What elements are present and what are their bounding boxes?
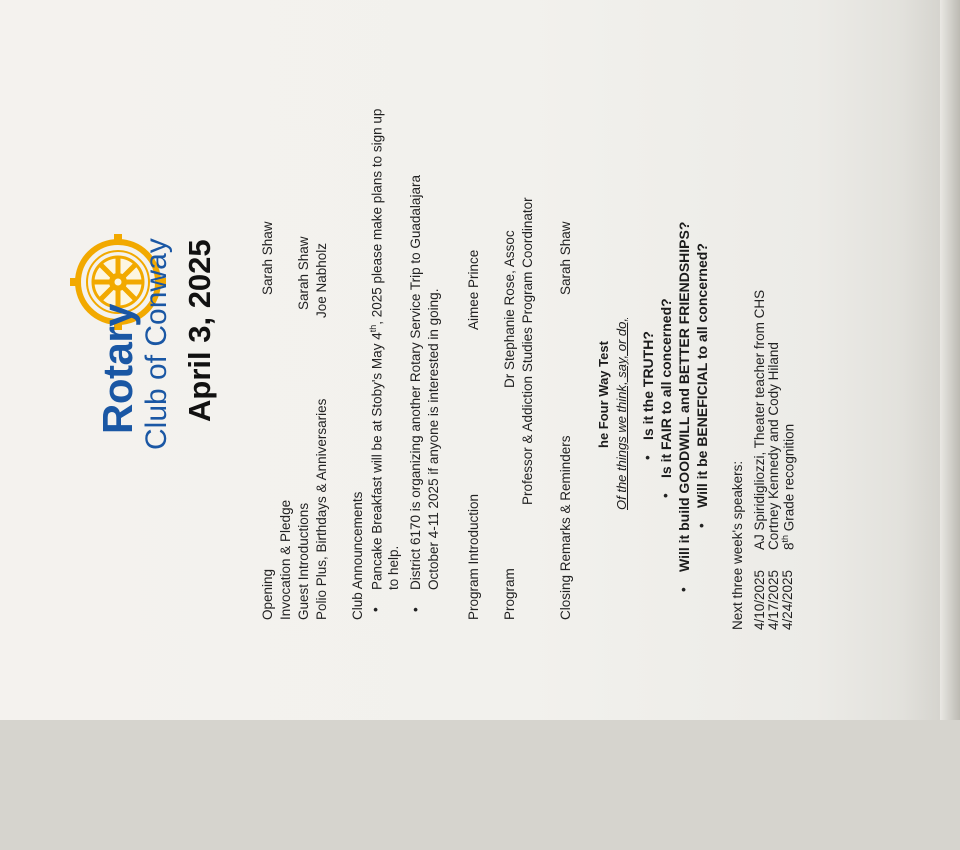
announcements-heading: Club Announcements: [350, 491, 365, 620]
agenda-person: Joe Nabholz: [314, 242, 329, 318]
bullet-icon: •: [408, 607, 423, 612]
agenda-person: Sarah Shaw: [260, 221, 275, 295]
logo-rotary-word: Rotary: [94, 303, 141, 434]
program-intro-label: Program Introduction: [466, 493, 481, 620]
closing-label: Closing Remarks & Reminders: [558, 435, 573, 620]
logo-club-name: Club of Conway: [140, 238, 173, 450]
bullet-icon: •: [676, 587, 691, 592]
meeting-date: April 3, 2025: [182, 239, 217, 422]
speaker-name: AJ Spiridigliozzi, Theater teacher from CHS: [752, 289, 767, 550]
paper-edge: [940, 0, 960, 720]
four-way-question: Will it be BENEFICIAL to all concerned?: [694, 243, 710, 508]
announcement-line: October 4-11 2025 if anyone is interested in going.: [426, 288, 441, 590]
four-way-question: Will it build GOODWILL and BETTER FRIENDSHIPS?: [676, 221, 692, 572]
speaker-date: 4/17/2025: [766, 569, 781, 630]
agenda-person: Sarah Shaw: [296, 236, 311, 310]
announcement-line: District 6170 is organizing another Rotary Service Trip to Guadalajara: [408, 175, 423, 590]
agenda-item: Invocation & Pledge: [278, 499, 293, 620]
four-way-test-subtitle: Of the things we think, say, or do,: [614, 318, 629, 510]
speaker-name: 8th Grade recognition: [780, 423, 797, 550]
bullet-icon: •: [658, 493, 673, 498]
speakers-heading: Next three week's speakers:: [730, 460, 745, 630]
agenda-item: Opening: [260, 568, 275, 620]
program-intro-person: Aimee Prince: [466, 249, 481, 330]
four-way-question: Is it FAIR to all concerned?: [658, 298, 674, 478]
agenda-sheet: [70, 108, 797, 850]
bullet-icon: •: [640, 455, 655, 460]
program-label: Program: [502, 568, 517, 620]
announcement-line: to help.: [386, 545, 401, 590]
four-way-test-title: he Four Way Test: [596, 341, 611, 448]
speaker-date: 4/24/2025: [780, 569, 795, 630]
agenda-item: Polio Plus, Birthdays & Anniversaries: [314, 398, 329, 620]
four-way-question: Is it the TRUTH?: [640, 331, 656, 440]
program-speaker-title: Professor & Addiction Studies Program Coordinator: [520, 197, 535, 505]
closing-person: Sarah Shaw: [558, 221, 573, 295]
speaker-date: 4/10/2025: [752, 569, 767, 630]
speaker-name: Cortney Kennedy and Cody Hiland: [766, 342, 781, 550]
program-speaker: Dr Stephanie Rose, Assoc: [502, 230, 517, 388]
announcement-line: Pancake Breakfast will be at Stoby's May 4th, 2025 please make plans to sign up: [368, 108, 385, 590]
agenda-item: Guest Introductions: [296, 502, 311, 620]
bullet-icon: •: [368, 607, 383, 612]
bullet-icon: •: [694, 523, 709, 528]
